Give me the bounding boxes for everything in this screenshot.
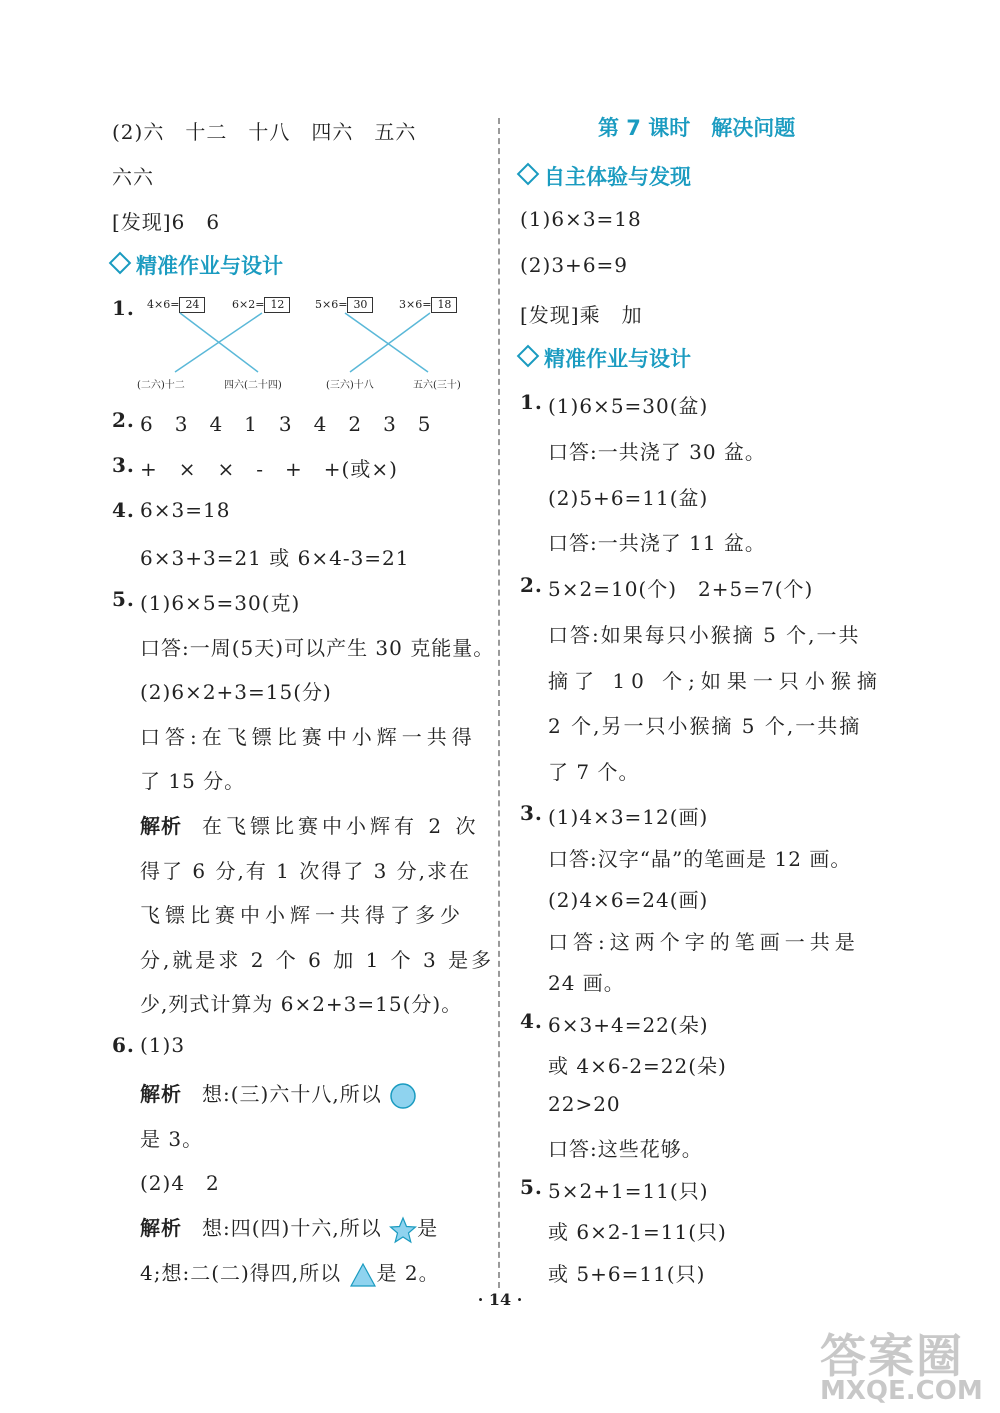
- answer-line: 了 7 个。: [548, 760, 640, 784]
- section-heading: 自主体验与发现: [520, 161, 691, 191]
- analysis-label: 解析: [140, 1082, 182, 1106]
- analysis-line: 飞镖比赛中小辉一共得了多少: [140, 903, 465, 927]
- answer-line: 24 画。: [548, 971, 625, 995]
- answer-line: + × × - + +(或×): [140, 457, 398, 481]
- answer-line: 摘了 10 个;如果一只小猴摘: [548, 669, 883, 693]
- answer-line: 口答:汉字“晶”的笔画是 12 画。: [548, 847, 852, 871]
- answer-line: (2)3+6=9: [520, 253, 629, 277]
- answer-line: (2)5+6=11(盆): [548, 486, 709, 510]
- analysis-label: 解析: [140, 814, 182, 838]
- question-number: 2.: [112, 408, 135, 432]
- answer-line: 或 5+6=11(只): [548, 1262, 706, 1286]
- answer-line: 6×3+4=22(朵): [548, 1013, 709, 1037]
- analysis-line: 解析 在飞镖比赛中小辉有 2 次: [140, 814, 480, 838]
- question-number: 1.: [112, 296, 135, 320]
- diagram-label: 五六(三十): [413, 380, 461, 391]
- diagram-label: 四六(二十四): [224, 380, 282, 391]
- answer-line: (1)6×3=18: [520, 207, 642, 231]
- answer-line: (2)6×2+3=15(分): [140, 680, 332, 704]
- question-number: 5.: [520, 1175, 543, 1199]
- answer-line: 口答:一共浇了 11 盆。: [548, 531, 766, 555]
- answer-line: 六六: [112, 165, 154, 189]
- section-heading: 精准作业与设计: [520, 343, 691, 373]
- analysis-line: 是 3。: [140, 1127, 204, 1151]
- analysis-label: 解析: [140, 1216, 182, 1240]
- answer-line: (1)3: [140, 1033, 186, 1057]
- answer-line: 口答:这些花够。: [548, 1137, 703, 1161]
- diagram-equation: 5×6= 30: [315, 297, 373, 313]
- analysis-line: 少,列式计算为 6×2+3=15(分)。: [140, 992, 463, 1016]
- analysis-line: 得了 6 分,有 1 次得了 3 分,求在: [140, 859, 472, 883]
- answer-line: (2)4×6=24(画): [548, 888, 709, 912]
- discovery-line: [发现]6 6: [112, 210, 221, 234]
- answer-line: 口答:这两个字的笔画一共是: [548, 930, 860, 954]
- circle-icon: [389, 1082, 417, 1110]
- question-number: 1.: [520, 390, 543, 414]
- triangle-icon: [349, 1262, 377, 1288]
- question-number: 2.: [520, 573, 543, 597]
- diamond-icon: [517, 163, 540, 186]
- answer-line: (1)6×5=30(克): [140, 591, 301, 615]
- discovery-line: [发现]乘 加: [520, 303, 643, 327]
- diamond-icon: [517, 345, 540, 368]
- answer-line: 或 4×6-2=22(朵): [548, 1054, 727, 1078]
- answer-line: 口答:如果每只小猴摘 5 个,一共: [548, 623, 861, 647]
- question-number: 3.: [112, 453, 135, 477]
- question-number: 4.: [112, 498, 135, 522]
- question-number: 5.: [112, 587, 135, 611]
- answer-line: (2)4 2: [140, 1171, 220, 1195]
- answer-line: (1)4×3=12(画): [548, 805, 709, 829]
- diagram-label: (三六)十八: [326, 380, 374, 391]
- answer-line: 了 15 分。: [140, 769, 246, 793]
- section-heading: 精准作业与设计: [112, 250, 283, 280]
- diagram-equation: 4×6= 24: [147, 297, 205, 313]
- page-number: · 14 ·: [477, 1290, 523, 1309]
- answer-line: 口答:一共浇了 30 盆。: [548, 440, 766, 464]
- answer-line: 6 3 4 1 3 4 2 3 5: [140, 412, 432, 436]
- answer-line: 口答:在飞镖比赛中小辉一共得: [140, 725, 477, 749]
- star-icon: [389, 1216, 417, 1244]
- analysis-line: 解析 想:(三)六十八,所以: [140, 1078, 417, 1110]
- watermark-logo: 答案圈 MXQE.COM: [820, 1329, 983, 1406]
- diagram-equation: 6×2= 12: [232, 297, 290, 313]
- answer-line: 5×2+1=11(只): [548, 1179, 709, 1203]
- diagram-equation: 3×6= 18: [399, 297, 457, 313]
- question-number: 3.: [520, 801, 543, 825]
- answer-line: 6×3=18: [140, 498, 231, 522]
- matching-lines: [0, 0, 500, 400]
- answer-line: (2)六 十二 十八 四六 五六: [112, 120, 417, 144]
- analysis-line: 解析 想:四(四)十六,所以 是: [140, 1212, 438, 1244]
- answer-line: (1)6×5=30(盆): [548, 394, 709, 418]
- diagram-label: (二六)十二: [137, 380, 185, 391]
- question-number: 6.: [112, 1033, 135, 1057]
- answer-line: 或 6×2-1=11(只): [548, 1220, 727, 1244]
- lesson-title: 第 7 课时 解决问题: [598, 116, 796, 140]
- answer-line: 22>20: [548, 1092, 621, 1116]
- answer-line: 6×3+3=21 或 6×4-3=21: [140, 546, 410, 570]
- answer-line: 口答:一周(5天)可以产生 30 克能量。: [140, 636, 495, 660]
- answer-line: 2 个,另一只小猴摘 5 个,一共摘: [548, 714, 862, 738]
- analysis-line: 分,就是求 2 个 6 加 1 个 3 是多: [140, 948, 495, 972]
- question-number: 4.: [520, 1009, 543, 1033]
- answer-line: 5×2=10(个) 2+5=7(个): [548, 577, 814, 601]
- analysis-line: 4;想:二(二)得四,所以 是 2。: [140, 1257, 440, 1288]
